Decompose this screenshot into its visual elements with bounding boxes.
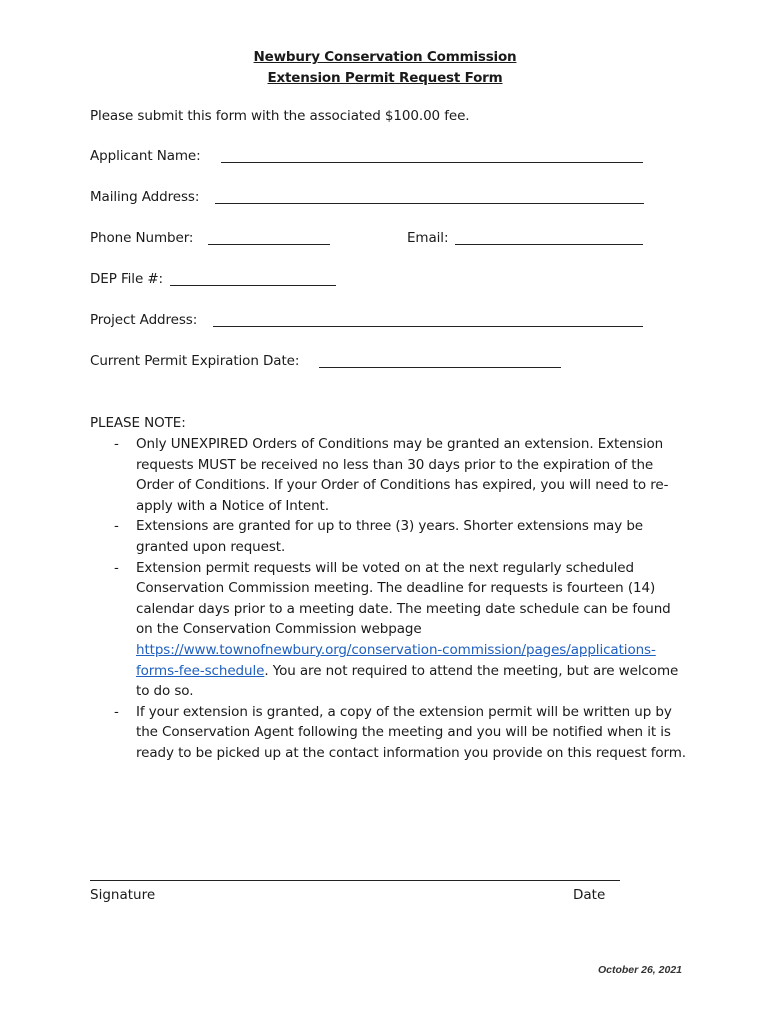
signature-label: Signature [90, 887, 156, 903]
conservation-webpage-link[interactable]: https://www.townofnewbury.org/conservation-commission/pages/applications-forms-fee-schedule [136, 641, 656, 679]
dep-file-field[interactable] [170, 285, 336, 286]
note-dash: - [114, 436, 119, 452]
note-dash: - [114, 518, 119, 535]
form-subtitle: Extension Permit Request Form [267, 70, 503, 86]
note-text: Only UNEXPIRED Orders of Conditions may be granted an extension. Extension requests MUST be received no less than 30 days prior to the expiration of the Order of Conditions. If your Order of Conditions has expired, you will need to re-apply with a Notice of Intent. [136, 436, 669, 514]
note-text: If your extension is granted, a copy of the extension permit will be written up by the Conservation Agent following the meeting and you will be notified when it is ready to be picked up at the contact information you provide on this request form. [136, 703, 686, 761]
note-text: Extension permit requests will be voted on at the next regularly scheduled Conservation Commission meeting. The deadline for requests is fourteen (14) calendar days prior to a meeting date. The meeting date schedule can be found on the Conservation Commission webpage [136, 559, 671, 638]
signature-field[interactable] [90, 880, 620, 881]
email-label: Email: [407, 230, 449, 246]
phone-email-row [90, 229, 645, 249]
notes-list [90, 434, 690, 764]
notes-heading: PLEASE NOTE: [90, 415, 186, 431]
intro-text: Please submit this form with the associated $100.00 fee. [90, 108, 470, 124]
date-label: Date [573, 887, 606, 903]
email-field[interactable] [455, 244, 643, 245]
mailing-address-label: Mailing Address: [90, 189, 200, 205]
note-text: . You are not required to attend the meeting, but are welcome to do so. [136, 662, 679, 700]
project-address-label: Project Address: [90, 312, 198, 328]
note-item [90, 434, 690, 516]
note-text: Extensions are granted for up to three (3) years. Shorter extensions may be granted upon request. [136, 518, 643, 555]
mailing-address-row [90, 188, 646, 208]
revision-date: October 26, 2021 [597, 964, 682, 976]
note-item [90, 702, 690, 764]
phone-number-label: Phone Number: [90, 230, 194, 246]
applicant-name-field[interactable] [221, 162, 643, 163]
expiration-date-row [90, 352, 565, 372]
dep-file-row [90, 270, 340, 290]
expiration-date-label: Current Permit Expiration Date: [90, 353, 300, 369]
project-address-row [90, 311, 645, 331]
note-dash: - [114, 703, 119, 720]
applicant-name-row [90, 147, 645, 167]
notes-section [90, 413, 690, 764]
mailing-address-field[interactable] [215, 203, 644, 204]
dep-file-label: DEP File #: [90, 271, 163, 287]
phone-number-field[interactable] [208, 244, 330, 245]
applicant-name-label: Applicant Name: [90, 148, 201, 164]
note-item [90, 558, 690, 702]
project-address-field[interactable] [213, 326, 643, 327]
title-block [0, 47, 770, 89]
form-title: Newbury Conservation Commission [253, 49, 517, 65]
expiration-date-field[interactable] [319, 367, 561, 368]
note-item [90, 516, 690, 557]
note-dash: - [114, 559, 119, 576]
